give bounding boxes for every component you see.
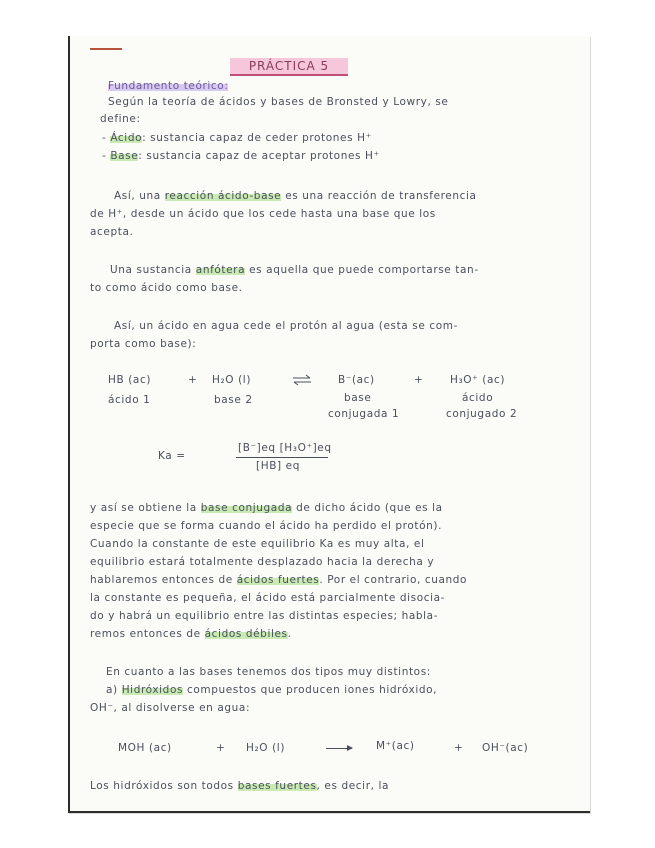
base-term: Base [110, 150, 139, 162]
eq1-label-conjugate-1: conjugada 1 [328, 408, 400, 420]
page-corner-mark [90, 48, 122, 50]
paragraph-5-line-1 [90, 502, 443, 514]
paragraph-6-line-1: En cuanto a las bases tenemos dos tipos muy distintos: [106, 666, 431, 678]
eq1-label-base-2: base 2 [214, 394, 253, 406]
intro-line-1: Según la teoría de ácidos y bases de Bronsted y Lowry, se [108, 96, 449, 108]
text-fragment: Una sustancia [110, 264, 192, 276]
page-title: PRÁCTICA 5 [230, 58, 348, 76]
paragraph-5-line-4: equilibrio estará totalmente desplazado hacia la derecha y [90, 556, 435, 568]
eq2-reactant-1: MOH (ac) [118, 742, 172, 754]
base-definition: : sustancia capaz de aceptar protones H⁺ [138, 150, 380, 162]
paragraph-6-line-3: OH⁻, al disolverse en agua: [90, 702, 251, 714]
ka-lhs: Ka = [158, 450, 186, 462]
intro-line-2: define: [100, 113, 141, 125]
highlight-acid-base-reaction: reacción ácido-base [164, 190, 282, 202]
ka-denominator: [HB] eq [256, 460, 300, 472]
eq1-product-2: H₃O⁺ (ac) [450, 374, 506, 386]
eq1-label-acid-1: ácido 1 [108, 394, 151, 406]
paragraph-5-line-5 [90, 574, 467, 586]
paragraph-4-line-2: porta como base): [90, 338, 197, 350]
paragraph-5-line-6: la constante es pequeña, el ácido está parcialmente disocia- [90, 592, 446, 604]
highlight-hydroxides: Hidróxidos [121, 684, 184, 696]
text-fragment: de dicho ácido (que es la [296, 502, 443, 514]
paragraph-5-line-7: do y habrá un equilibrio entre las distintas especies; habla- [90, 610, 439, 622]
paragraph-3-line-1 [110, 264, 479, 276]
eq1-reactant-1: HB (ac) [108, 374, 152, 386]
eq1-plus-2: + [414, 374, 424, 386]
equilibrium-arrows-icon [292, 374, 312, 386]
last-line [90, 780, 389, 792]
text-fragment: es aquella que puede comportarse tan- [249, 264, 479, 276]
eq2-plus-2: + [454, 742, 464, 754]
highlight-strong-bases: bases fuertes [237, 780, 317, 792]
paragraph-2-line-3: acepta. [90, 226, 134, 238]
text-fragment: Así, una [114, 190, 161, 202]
highlight-amphoteric: anfótera [195, 264, 246, 276]
highlight-weak-acids: ácidos débiles [204, 628, 288, 640]
definition-acid: - Ácido: sustancia capaz de ceder protones H⁺ [102, 132, 372, 144]
eq2-reactant-2: H₂O (l) [246, 742, 286, 754]
highlight-conjugate-base: base conjugada [200, 502, 293, 514]
ka-fraction-line [236, 457, 328, 458]
paragraph-2-line-2: de H⁺, desde un ácido que los cede hasta una base que los [90, 208, 436, 220]
paragraph-2-line-1 [114, 190, 477, 202]
paragraph-4-line-1: Así, un ácido en agua cede el protón al agua (esta se com- [114, 320, 458, 332]
eq1-product-1: B⁻(ac) [338, 374, 375, 386]
text-fragment: a) [106, 684, 118, 696]
reaction-arrow-icon [326, 748, 352, 749]
eq2-product-1: M⁺(ac) [376, 740, 415, 752]
eq1-reactant-2: H₂O (l) [212, 374, 252, 386]
eq2-plus-1: + [216, 742, 226, 754]
paragraph-5-line-3: Cuando la constante de este equilibrio Ka es muy alta, el [90, 538, 425, 550]
text-fragment: y así se obtiene la [90, 502, 197, 514]
text-fragment: Los hidróxidos son todos [90, 780, 234, 792]
paragraph-5-line-2: especie que se forma cuando el ácido ha perdido el protón). [90, 520, 443, 532]
text-fragment: compuestos que producen iones hidróxido, [187, 684, 438, 696]
eq2-product-2: OH⁻(ac) [482, 742, 529, 754]
paragraph-5-line-8 [90, 628, 292, 640]
section-title: Fundamento teórico: [108, 80, 229, 92]
eq1-label-conjugate-2: conjugado 2 [446, 408, 518, 420]
text-fragment: . Por el contrario, cuando [319, 574, 468, 586]
paragraph-3-line-2: to como ácido como base. [90, 282, 243, 294]
text-fragment: , es decir, la [316, 780, 390, 792]
text-fragment: hablaremos entonces de [90, 574, 233, 586]
notebook-page [68, 36, 590, 813]
acid-term: Ácido [110, 132, 143, 144]
text-fragment: remos entonces de [90, 628, 201, 640]
text-fragment: . [287, 628, 292, 640]
paragraph-6-line-2 [106, 684, 437, 696]
definition-base: - Base: sustancia capaz de aceptar protones H⁺ [102, 150, 380, 162]
text-fragment: es una reacción de transferencia [285, 190, 477, 202]
eq1-label-acid: ácido [462, 392, 494, 404]
acid-definition: : sustancia capaz de ceder protones H⁺ [142, 132, 372, 144]
eq1-plus-1: + [188, 374, 198, 386]
eq1-label-base: base [344, 392, 372, 404]
highlight-strong-acids: ácidos fuertes [236, 574, 320, 586]
ka-numerator: [B⁻]eq [H₃O⁺]eq [238, 442, 332, 454]
